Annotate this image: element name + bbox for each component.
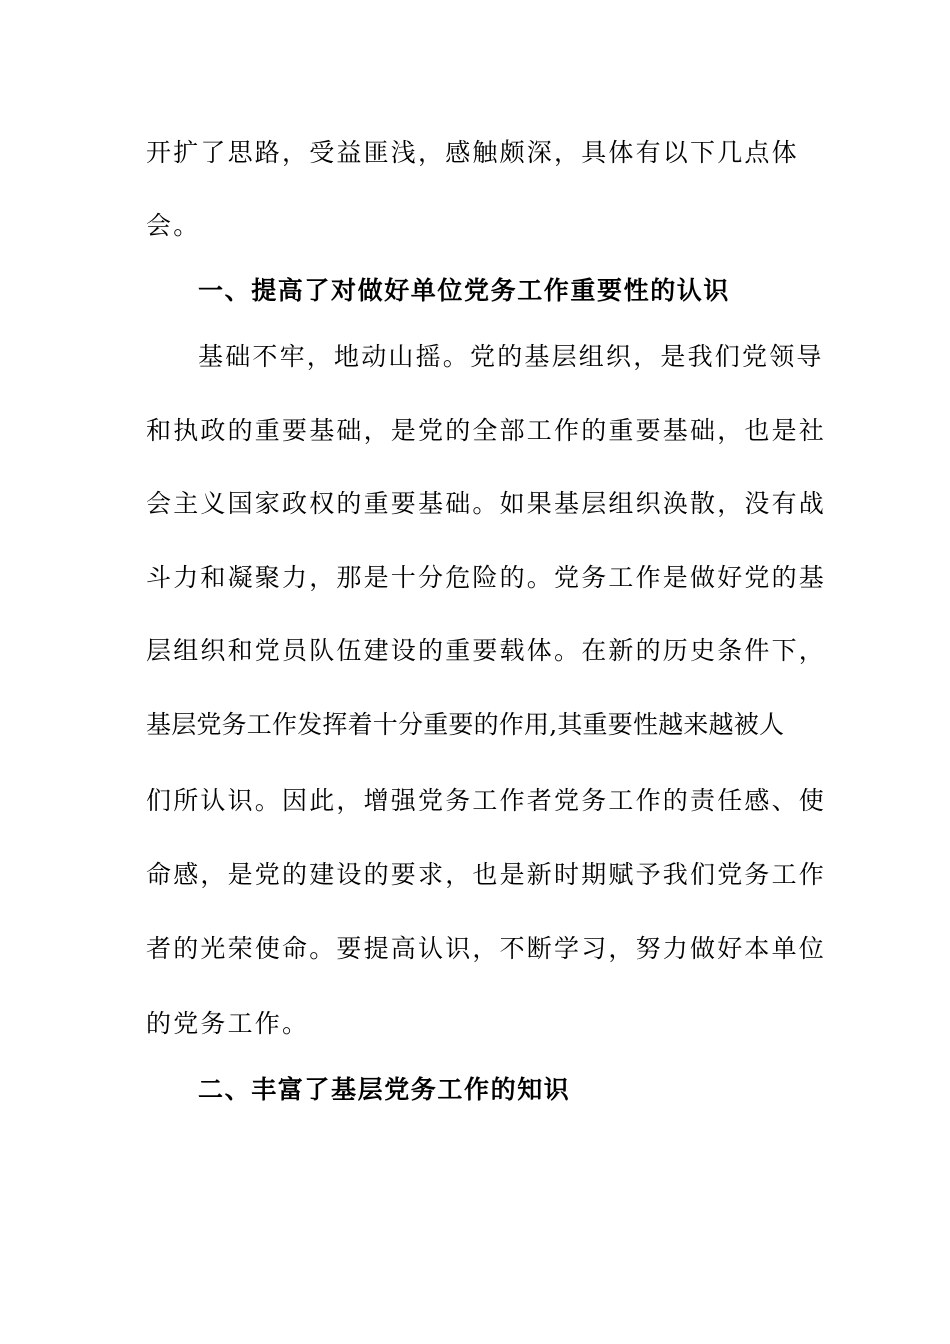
section-1-heading: 一、提高了对做好单位党务工作重要性的认识 bbox=[198, 276, 731, 305]
section-1-paragraph-line-6: 基层党务工作发挥着十分重要的作用,其重要性越来越被人 bbox=[146, 710, 785, 739]
section-1-paragraph-line-9: 者的光荣使命。要提高认识，不断学习，努力做好本单位 bbox=[146, 934, 827, 963]
section-1-paragraph-line-4: 斗力和凝聚力，那是十分危险的。党务工作是做好党的基 bbox=[146, 563, 827, 592]
section-1-paragraph-line-1: 基础不牢，地动山摇。党的基层组织，是我们党领导 bbox=[198, 342, 824, 371]
section-1-paragraph-line-7: 们所认识。因此，增强党务工作者党务工作的责任感、使 bbox=[146, 786, 827, 815]
section-2-heading: 二、丰富了基层党务工作的知识 bbox=[198, 1075, 571, 1104]
section-1-paragraph-line-3: 会主义国家政权的重要基础。如果基层组织涣散，没有战 bbox=[146, 489, 827, 518]
intro-line-2: 会。 bbox=[146, 211, 201, 240]
section-1-paragraph-line-5: 层组织和党员队伍建设的重要载体。在新的历史条件下， bbox=[146, 636, 827, 665]
intro-line-1: 开扩了思路，受益匪浅，感触颇深，具体有以下几点体 bbox=[146, 138, 799, 167]
section-1-paragraph-line-10: 的党务工作。 bbox=[146, 1009, 310, 1038]
section-1-paragraph-line-2: 和执政的重要基础，是党的全部工作的重要基础，也是社 bbox=[146, 416, 827, 445]
section-1-paragraph-line-8: 命感，是党的建设的要求，也是新时期赋予我们党务工作 bbox=[146, 860, 827, 889]
